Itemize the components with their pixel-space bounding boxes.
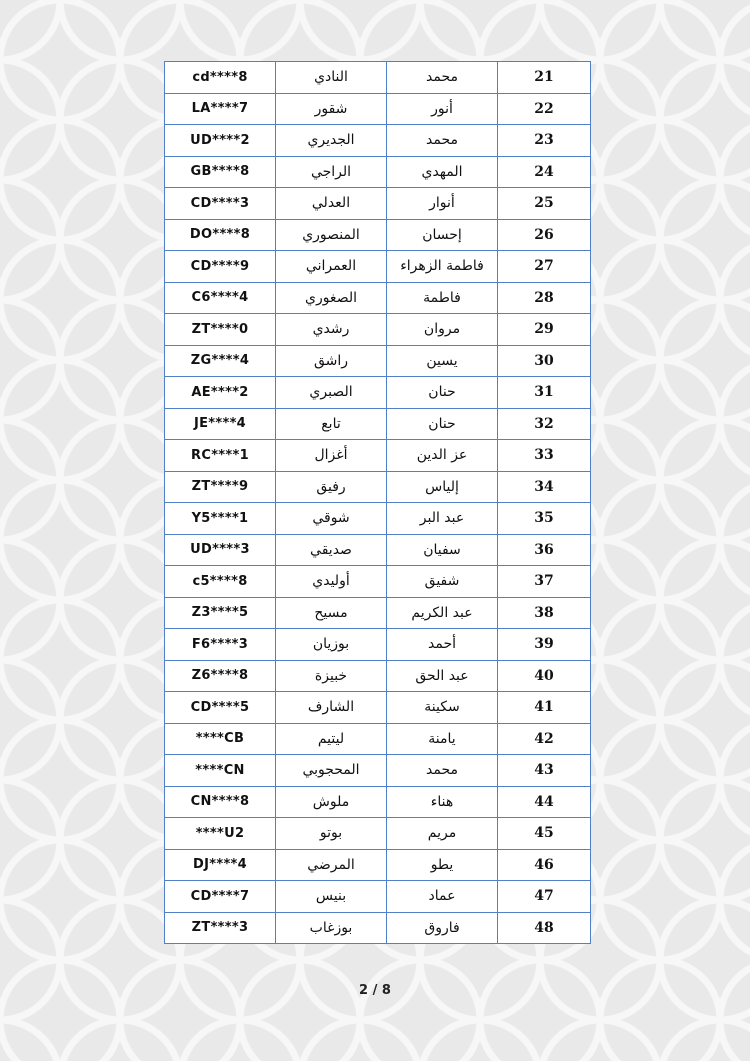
row-number: 28 (498, 282, 591, 314)
last-name: بوتو (276, 818, 387, 850)
table-row (165, 818, 591, 850)
last-name: بوزيان (276, 629, 387, 661)
first-name: فاطمة (387, 282, 498, 314)
first-name: محمد (387, 125, 498, 157)
first-name: أنور (387, 93, 498, 125)
first-name: عبد الحق (387, 660, 498, 692)
id-code: CD****3 (165, 188, 276, 220)
table-row (165, 282, 591, 314)
table-row (165, 188, 591, 220)
roster-table-body (165, 62, 591, 944)
id-code: CB**** (165, 723, 276, 755)
last-name: شوقي (276, 503, 387, 535)
first-name: سفيان (387, 534, 498, 566)
last-name: الجديري (276, 125, 387, 157)
last-name: بنيس (276, 881, 387, 913)
id-code: CN**** (165, 755, 276, 787)
table-row (165, 314, 591, 346)
table-row (165, 786, 591, 818)
id-code: ZT****9 (165, 471, 276, 503)
last-name: شقور (276, 93, 387, 125)
last-name: مسيح (276, 597, 387, 629)
id-code: CD****5 (165, 692, 276, 724)
id-code: UD****3 (165, 534, 276, 566)
last-name: المرضي (276, 849, 387, 881)
table-row (165, 345, 591, 377)
last-name: ليتيم (276, 723, 387, 755)
id-code: JE****4 (165, 408, 276, 440)
row-number: 37 (498, 566, 591, 598)
last-name: المنصوري (276, 219, 387, 251)
row-number: 48 (498, 912, 591, 944)
first-name: عبد الكريم (387, 597, 498, 629)
id-code: AE****2 (165, 377, 276, 409)
first-name: أنوار (387, 188, 498, 220)
row-number: 43 (498, 755, 591, 787)
id-code: CD****9 (165, 251, 276, 283)
row-number: 38 (498, 597, 591, 629)
first-name: حنان (387, 377, 498, 409)
row-number: 21 (498, 62, 591, 94)
first-name: حنان (387, 408, 498, 440)
roster-table-container (164, 61, 586, 944)
id-code: UD****2 (165, 125, 276, 157)
row-number: 39 (498, 629, 591, 661)
id-code: c5****8 (165, 566, 276, 598)
first-name: يسين (387, 345, 498, 377)
id-code: LA****7 (165, 93, 276, 125)
id-code: U2**** (165, 818, 276, 850)
id-code: Z6****8 (165, 660, 276, 692)
row-number: 41 (498, 692, 591, 724)
first-name: فاروق (387, 912, 498, 944)
table-row (165, 534, 591, 566)
row-number: 45 (498, 818, 591, 850)
id-code: CN****8 (165, 786, 276, 818)
id-code: CD****7 (165, 881, 276, 913)
row-number: 30 (498, 345, 591, 377)
table-row (165, 156, 591, 188)
first-name: أحمد (387, 629, 498, 661)
row-number: 25 (498, 188, 591, 220)
row-number: 40 (498, 660, 591, 692)
row-number: 36 (498, 534, 591, 566)
table-row (165, 723, 591, 755)
first-name: المهدي (387, 156, 498, 188)
id-code: ZG****4 (165, 345, 276, 377)
row-number: 29 (498, 314, 591, 346)
last-name: خبيزة (276, 660, 387, 692)
last-name: الراجي (276, 156, 387, 188)
first-name: فاطمة الزهراء (387, 251, 498, 283)
table-row (165, 125, 591, 157)
first-name: محمد (387, 62, 498, 94)
table-row (165, 62, 591, 94)
table-row (165, 377, 591, 409)
row-number: 27 (498, 251, 591, 283)
last-name: أوليدي (276, 566, 387, 598)
table-row (165, 566, 591, 598)
first-name: مريم (387, 818, 498, 850)
last-name: بوزغاب (276, 912, 387, 944)
table-row (165, 408, 591, 440)
last-name: راشق (276, 345, 387, 377)
last-name: العمراني (276, 251, 387, 283)
row-number: 26 (498, 219, 591, 251)
row-number: 33 (498, 440, 591, 472)
first-name: عبد البر (387, 503, 498, 535)
table-row (165, 503, 591, 535)
table-row (165, 912, 591, 944)
roster-table (164, 61, 591, 944)
first-name: هناء (387, 786, 498, 818)
table-row (165, 440, 591, 472)
id-code: DJ****4 (165, 849, 276, 881)
last-name: رشدي (276, 314, 387, 346)
id-code: Z3****5 (165, 597, 276, 629)
table-row (165, 597, 591, 629)
last-name: الصبري (276, 377, 387, 409)
row-number: 44 (498, 786, 591, 818)
table-row (165, 219, 591, 251)
last-name: الشارف (276, 692, 387, 724)
last-name: ملوش (276, 786, 387, 818)
id-code: ZT****3 (165, 912, 276, 944)
row-number: 34 (498, 471, 591, 503)
row-number: 24 (498, 156, 591, 188)
table-row (165, 881, 591, 913)
table-row (165, 849, 591, 881)
row-number: 35 (498, 503, 591, 535)
last-name: العدلي (276, 188, 387, 220)
last-name: صديقي (276, 534, 387, 566)
first-name: مروان (387, 314, 498, 346)
id-code: cd****8 (165, 62, 276, 94)
id-code: RC****1 (165, 440, 276, 472)
row-number: 46 (498, 849, 591, 881)
first-name: يطو (387, 849, 498, 881)
first-name: يامنة (387, 723, 498, 755)
row-number: 47 (498, 881, 591, 913)
last-name: المحجوبي (276, 755, 387, 787)
last-name: رفيق (276, 471, 387, 503)
table-row (165, 629, 591, 661)
table-row (165, 471, 591, 503)
id-code: Y5****1 (165, 503, 276, 535)
table-row (165, 251, 591, 283)
row-number: 32 (498, 408, 591, 440)
table-row (165, 93, 591, 125)
first-name: محمد (387, 755, 498, 787)
table-row (165, 692, 591, 724)
row-number: 31 (498, 377, 591, 409)
table-row (165, 660, 591, 692)
id-code: ZT****0 (165, 314, 276, 346)
first-name: عماد (387, 881, 498, 913)
id-code: GB****8 (165, 156, 276, 188)
id-code: DO****8 (165, 219, 276, 251)
first-name: سكينة (387, 692, 498, 724)
row-number: 22 (498, 93, 591, 125)
row-number: 42 (498, 723, 591, 755)
last-name: أغزال (276, 440, 387, 472)
last-name: النادي (276, 62, 387, 94)
first-name: إحسان (387, 219, 498, 251)
first-name: إلياس (387, 471, 498, 503)
first-name: عز الدين (387, 440, 498, 472)
first-name: شفيق (387, 566, 498, 598)
row-number: 23 (498, 125, 591, 157)
id-code: C6****4 (165, 282, 276, 314)
page-number: 2 / 8 (359, 983, 391, 998)
id-code: F6****3 (165, 629, 276, 661)
table-row (165, 755, 591, 787)
last-name: الصغوري (276, 282, 387, 314)
last-name: تابع (276, 408, 387, 440)
